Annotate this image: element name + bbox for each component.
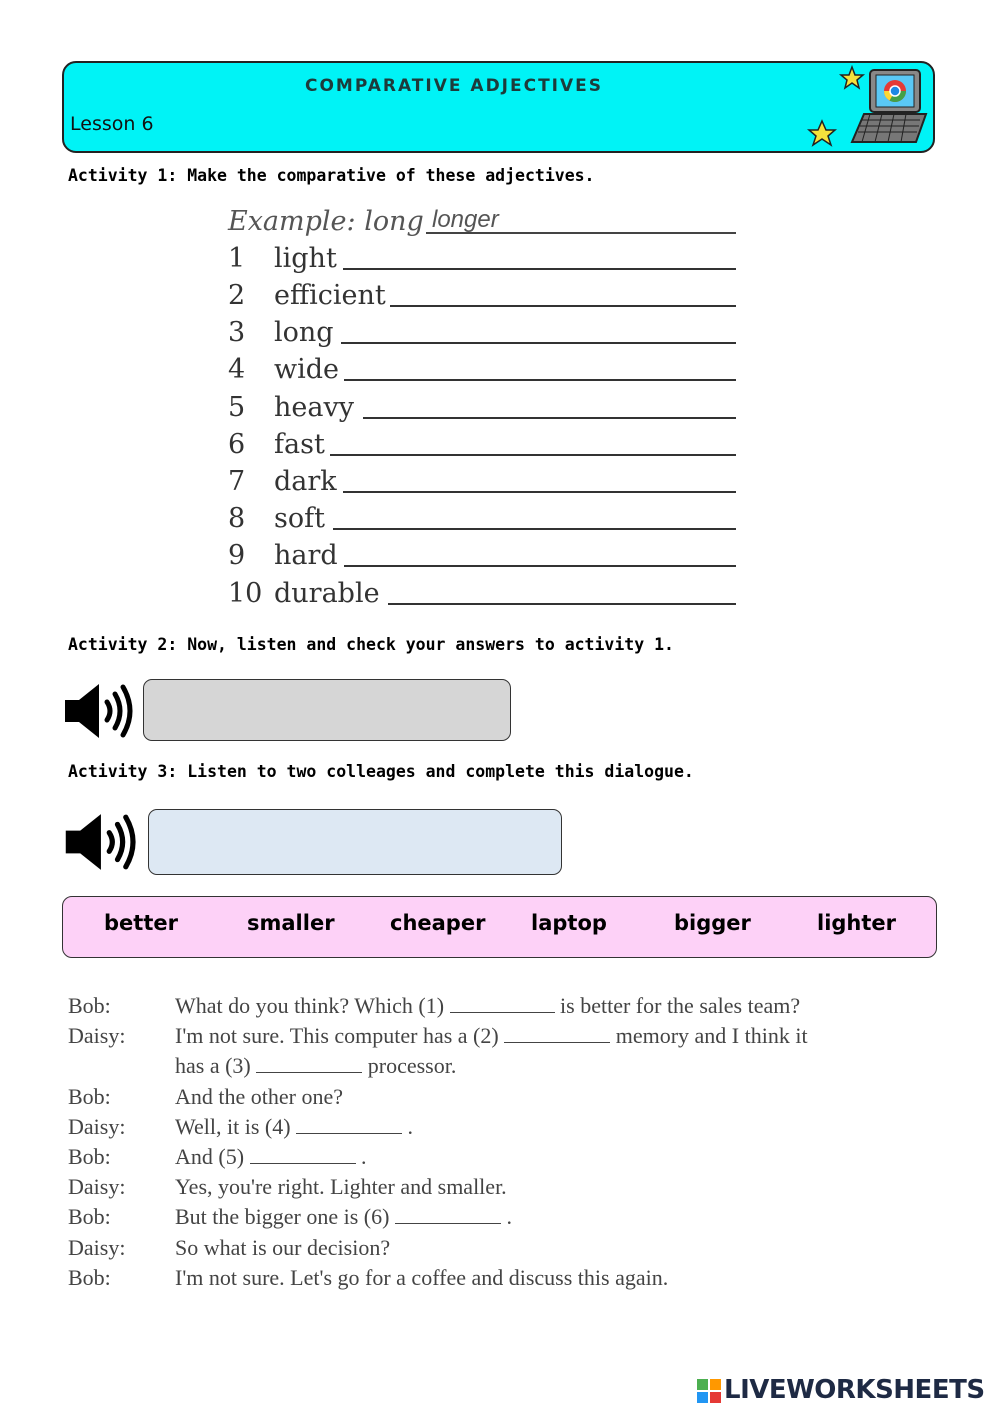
item-number: 8 bbox=[228, 503, 246, 534]
activity-3-heading: Activity 3: Listen to two colleages and complete this dialogue. bbox=[68, 762, 694, 781]
item-number: 1 bbox=[228, 243, 246, 274]
item-number: 10 bbox=[228, 578, 263, 609]
list-item bbox=[228, 243, 337, 277]
item-number: 7 bbox=[228, 466, 246, 497]
line-text: But the bigger one is (6) bbox=[175, 1204, 390, 1230]
line-text: I'm not sure. Let's go for a coffee and discuss this again. bbox=[175, 1264, 669, 1290]
example-answer-line bbox=[426, 232, 736, 234]
answer-blank-7[interactable] bbox=[343, 491, 736, 493]
star-icon bbox=[841, 67, 863, 88]
dialogue-line bbox=[68, 1174, 948, 1204]
item-word: heavy bbox=[274, 392, 354, 423]
answer-blank-3[interactable] bbox=[341, 342, 736, 344]
item-number: 6 bbox=[228, 429, 246, 460]
line-text: . bbox=[407, 1113, 414, 1139]
line-text: I'm not sure. This computer has a (2) bbox=[175, 1023, 499, 1049]
list-item bbox=[228, 354, 339, 388]
speaker-name: Bob: bbox=[68, 1264, 111, 1290]
answer-blank-5[interactable] bbox=[363, 417, 736, 419]
audio-player-1[interactable] bbox=[143, 679, 511, 741]
dialogue-line bbox=[68, 1204, 948, 1234]
lesson-label: Lesson 6 bbox=[70, 113, 154, 135]
item-number: 5 bbox=[228, 392, 246, 423]
list-item bbox=[228, 540, 338, 574]
line-text: And the other one? bbox=[175, 1083, 343, 1109]
dialogue-line bbox=[68, 1114, 948, 1144]
item-word: dark bbox=[274, 466, 337, 497]
dialogue-blank-3[interactable] bbox=[256, 1056, 362, 1073]
speaker-name: Bob: bbox=[68, 1204, 111, 1230]
line-text: And (5) bbox=[175, 1143, 245, 1169]
word-bank-item[interactable]: better bbox=[104, 911, 178, 935]
word-bank-item[interactable]: laptop bbox=[531, 911, 607, 935]
brand-name[interactable]: LIVEWORKSHEETS bbox=[724, 1375, 985, 1405]
answer-blank-8[interactable] bbox=[333, 528, 736, 530]
page-title: COMPARATIVE ADJECTIVES bbox=[304, 76, 604, 96]
list-item bbox=[228, 429, 325, 463]
dialogue-blank-2[interactable] bbox=[504, 1026, 610, 1043]
dialogue-line bbox=[68, 1235, 948, 1265]
list-item bbox=[228, 280, 386, 314]
list-item bbox=[228, 317, 334, 351]
line-text: . bbox=[506, 1204, 512, 1230]
line-text: processor. bbox=[367, 1053, 457, 1079]
list-item bbox=[228, 466, 337, 500]
dialogue-blank-6[interactable] bbox=[395, 1207, 501, 1224]
line-text: Yes, you're right. Lighter and smaller. bbox=[175, 1174, 507, 1200]
item-word: long bbox=[274, 317, 334, 348]
answer-blank-6[interactable] bbox=[330, 454, 736, 456]
item-number: 4 bbox=[228, 354, 246, 385]
item-word: efficient bbox=[274, 280, 386, 311]
speaker-icon[interactable] bbox=[63, 812, 143, 872]
activity-1-heading: Activity 1: Make the comparative of these adjectives. bbox=[68, 166, 595, 185]
example-answer: longer bbox=[432, 206, 499, 233]
dialogue-blank-1[interactable] bbox=[450, 996, 555, 1013]
item-word: soft bbox=[274, 503, 325, 534]
item-word: light bbox=[274, 243, 337, 274]
speaker-name: Bob: bbox=[68, 993, 111, 1018]
speaker-name: Daisy: bbox=[68, 1113, 126, 1139]
dialogue-blank-4[interactable] bbox=[296, 1117, 402, 1134]
answer-blank-9[interactable] bbox=[344, 565, 736, 567]
list-item bbox=[228, 578, 380, 612]
word-bank-item[interactable]: smaller bbox=[247, 911, 335, 935]
line-text: So what is our decision? bbox=[175, 1234, 391, 1260]
dialogue-line bbox=[68, 1023, 948, 1053]
item-word: durable bbox=[274, 578, 380, 609]
dialogue-line bbox=[68, 993, 948, 1023]
answer-blank-10[interactable] bbox=[388, 603, 736, 605]
line-text: Well, it is (4) bbox=[175, 1113, 291, 1139]
answer-blank-4[interactable] bbox=[344, 379, 736, 381]
item-word: wide bbox=[274, 354, 340, 385]
speaker-name: Bob: bbox=[68, 1083, 111, 1109]
line-text: . bbox=[361, 1143, 367, 1169]
example-label: Example: long bbox=[228, 206, 424, 237]
dialogue-line bbox=[68, 1053, 948, 1083]
item-word: hard bbox=[274, 540, 338, 571]
answer-blank-2[interactable] bbox=[390, 305, 736, 307]
audio-player-2[interactable] bbox=[148, 809, 562, 875]
word-bank-item[interactable]: bigger bbox=[674, 911, 751, 935]
list-item bbox=[228, 392, 354, 426]
dialogue bbox=[68, 993, 948, 1295]
line-text: memory and I think it bbox=[615, 1023, 808, 1049]
item-number: 3 bbox=[228, 317, 246, 348]
line-text: What do you think? Which (1) bbox=[175, 993, 445, 1018]
item-number: 2 bbox=[228, 280, 246, 311]
speaker-name: Daisy: bbox=[68, 1174, 126, 1200]
line-text: has a (3) bbox=[175, 1053, 251, 1079]
item-word: fast bbox=[274, 429, 325, 460]
dialogue-line bbox=[68, 1265, 948, 1295]
speaker-name: Bob: bbox=[68, 1143, 111, 1169]
speaker-icon[interactable] bbox=[63, 682, 139, 740]
word-bank-item[interactable]: cheaper bbox=[390, 911, 486, 935]
word-bank bbox=[62, 896, 937, 958]
word-bank-item[interactable]: lighter bbox=[817, 911, 897, 935]
liveworksheets-logo-icon bbox=[697, 1379, 721, 1403]
list-item bbox=[228, 503, 325, 537]
speaker-name: Daisy: bbox=[68, 1234, 126, 1260]
activity-2-heading: Activity 2: Now, listen and check your answers to activity 1. bbox=[68, 635, 674, 654]
dialogue-line bbox=[68, 1084, 948, 1114]
speaker-name: Daisy: bbox=[68, 1023, 126, 1049]
laptop-with-stars-icon bbox=[800, 62, 930, 154]
answer-blank-1[interactable] bbox=[343, 268, 736, 270]
star-icon bbox=[809, 121, 835, 145]
item-number: 9 bbox=[228, 540, 246, 571]
line-text: is better for the sales team? bbox=[560, 993, 801, 1018]
dialogue-line bbox=[68, 1144, 948, 1174]
dialogue-blank-5[interactable] bbox=[250, 1147, 356, 1164]
